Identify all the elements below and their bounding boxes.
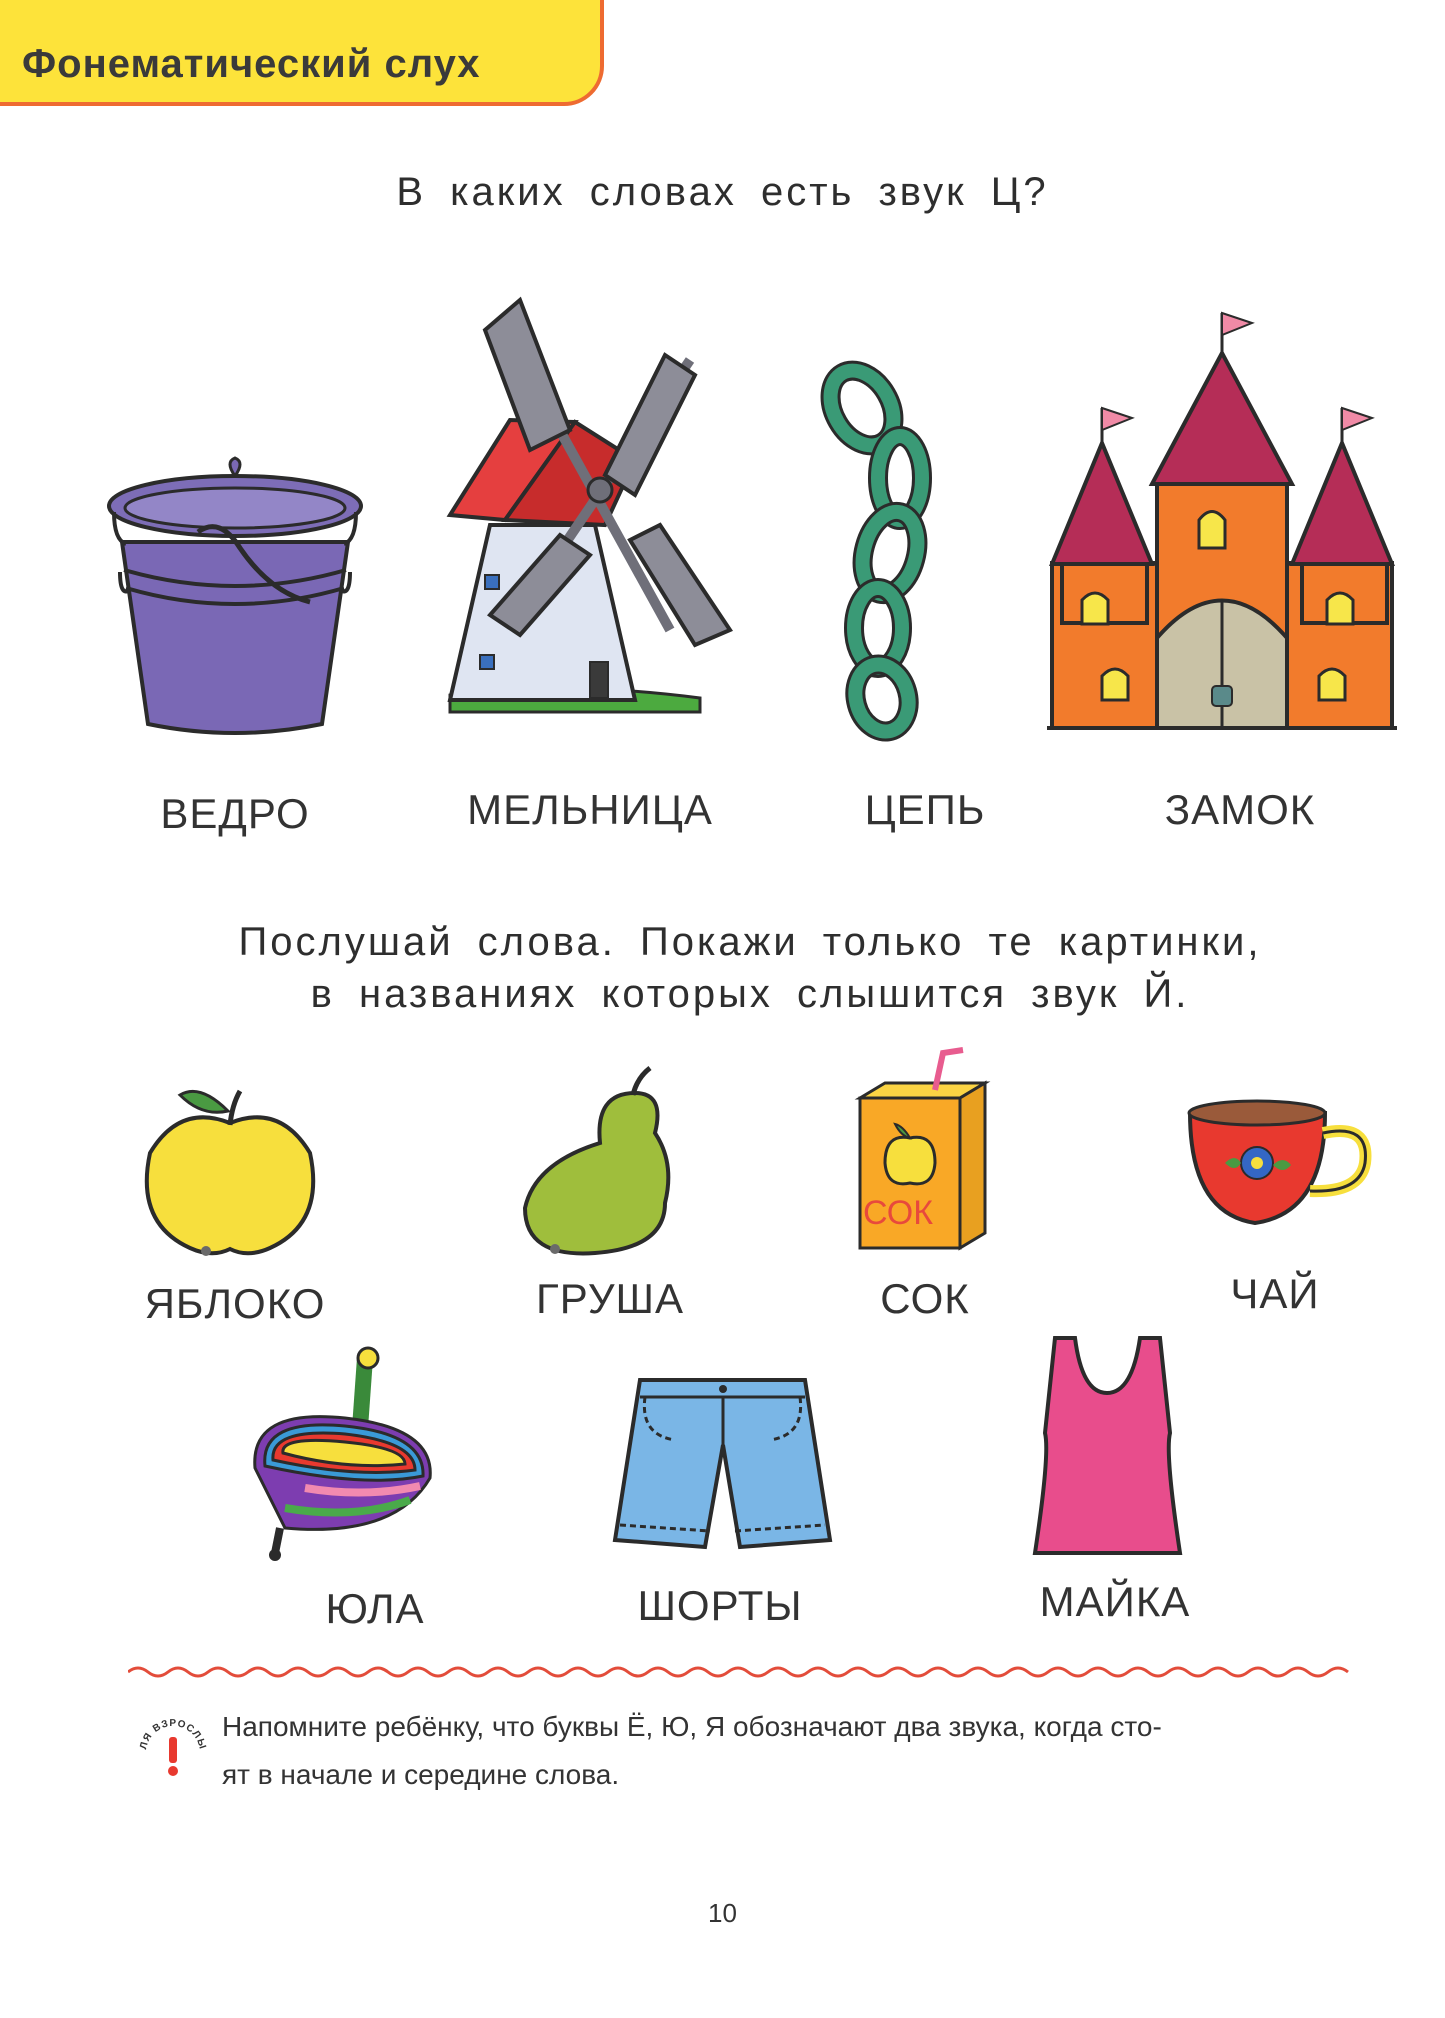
- section-title: Фонематический слух: [22, 42, 481, 86]
- word-label-mayka: МАЙКА: [1039, 1578, 1191, 1625]
- note-line-1: Напомните ребёнку, что буквы Ё, Ю, Я обозначают два звука, когда сто-: [222, 1711, 1162, 1742]
- exclamation-icon: [131, 1705, 210, 1787]
- task2-instruction-line2: в названиях которых слышится звук Й.: [310, 972, 1190, 1016]
- task1-question: В каких словах есть звук Ц?: [396, 170, 1049, 214]
- bucket-icon: [100, 462, 370, 742]
- castle-icon: [1047, 308, 1397, 748]
- pear-icon: [515, 1063, 705, 1263]
- word-label-vedro: ВЕДРО: [160, 790, 310, 837]
- word-label-chai: ЧАЙ: [1230, 1270, 1320, 1317]
- juice-box-icon: [855, 1048, 995, 1258]
- word-label-zamok: ЗАМОК: [1164, 786, 1316, 833]
- chain-icon: [820, 363, 950, 743]
- word-label-yabloko: ЯБЛОКО: [144, 1280, 326, 1327]
- shorts-icon: [615, 1375, 830, 1560]
- task2-instruction-line1: Послушай слова. Покажи только те картинки,: [238, 920, 1262, 964]
- spinning-top-icon: [245, 1348, 445, 1568]
- tank-top-icon: [1020, 1333, 1195, 1563]
- note-line-2: ят в начале и середине слова.: [222, 1759, 620, 1790]
- word-label-melnitsa: МЕЛЬНИЦА: [467, 786, 713, 833]
- for-adults-label: ДЛЯ ВЗРОСЛЫХ: [131, 1705, 209, 1752]
- word-label-yula: ЮЛА: [325, 1585, 425, 1632]
- page-number: 10: [708, 1898, 737, 1928]
- word-label-tsep: ЦЕПЬ: [864, 786, 986, 833]
- word-label-grusha: ГРУША: [535, 1275, 685, 1322]
- word-label-sok: СОК: [880, 1275, 970, 1322]
- teacup-icon: [1185, 1093, 1375, 1233]
- windmill-icon: [410, 300, 720, 730]
- word-label-shorty: ШОРТЫ: [637, 1582, 803, 1629]
- apple-icon: [140, 1083, 320, 1263]
- note-for-adults: [222, 1703, 1382, 1799]
- juice-box-label: СОК: [863, 1194, 934, 1232]
- wavy-divider: [128, 1660, 1378, 1684]
- for-adults-badge: [131, 1705, 210, 1792]
